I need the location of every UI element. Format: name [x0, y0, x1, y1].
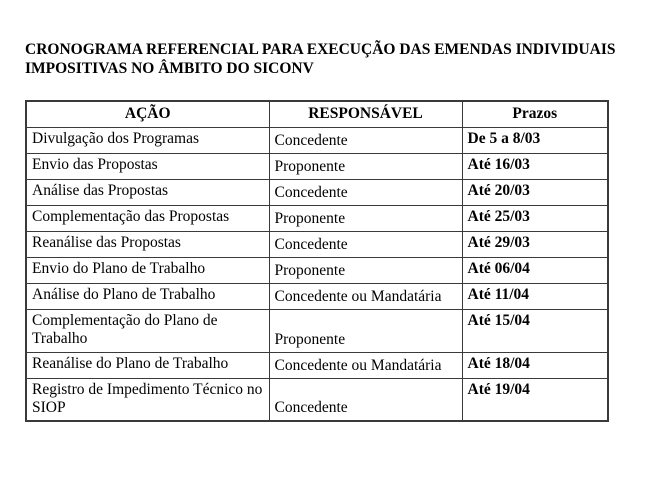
cell-responsavel: Concedente [269, 179, 462, 205]
table-row [26, 257, 608, 283]
table-row [26, 127, 608, 153]
cell-acao: Análise das Propostas [26, 179, 269, 205]
cell-responsavel: Proponente [269, 309, 462, 352]
cell-acao: Análise do Plano de Trabalho [26, 283, 269, 309]
table-row [26, 309, 608, 352]
table-row [26, 283, 608, 309]
table-row [26, 352, 608, 378]
cell-prazo: Até 18/04 [462, 352, 608, 378]
cell-responsavel: Proponente [269, 205, 462, 231]
table-row [26, 205, 608, 231]
cell-prazo: Até 29/03 [462, 231, 608, 257]
page-title: CRONOGRAMA REFERENCIAL PARA EXECUÇÃO DAS EMENDAS INDIVIDUAIS IMPOSITIVAS NO ÂMBITO DO SICONV [25, 41, 616, 77]
cell-acao: Reanálise do Plano de Trabalho [26, 352, 269, 378]
cell-responsavel: Concedente [269, 231, 462, 257]
cell-responsavel: Proponente [269, 257, 462, 283]
table-row [26, 179, 608, 205]
cronograma-table [25, 100, 609, 422]
table-row [26, 378, 608, 421]
table-header-row [26, 101, 608, 127]
column-header-responsavel: RESPONSÁVEL [269, 101, 462, 127]
column-header-prazos: Prazos [462, 101, 608, 127]
cell-responsavel: Concedente ou Mandatária [269, 352, 462, 378]
column-header-acao: AÇÃO [26, 101, 269, 127]
cell-prazo: Até 25/03 [462, 205, 608, 231]
cell-responsavel: Concedente [269, 127, 462, 153]
cell-acao: Envio do Plano de Trabalho [26, 257, 269, 283]
cell-acao: Complementação do Plano de Trabalho [26, 309, 269, 352]
cell-prazo: Até 15/04 [462, 309, 608, 352]
cell-acao: Registro de Impedimento Técnico no SIOP [26, 378, 269, 421]
cell-acao: Divulgação dos Programas [26, 127, 269, 153]
table-row [26, 153, 608, 179]
cell-acao: Reanálise das Propostas [26, 231, 269, 257]
cell-prazo: Até 19/04 [462, 378, 608, 421]
cell-prazo: Até 16/03 [462, 153, 608, 179]
table-body [26, 127, 608, 421]
cell-responsavel: Concedente ou Mandatária [269, 283, 462, 309]
cell-prazo: Até 20/03 [462, 179, 608, 205]
cell-prazo: De 5 a 8/03 [462, 127, 608, 153]
cell-responsavel: Concedente [269, 378, 462, 421]
table-row [26, 231, 608, 257]
table-header [26, 101, 608, 127]
cell-prazo: Até 06/04 [462, 257, 608, 283]
cell-responsavel: Proponente [269, 153, 462, 179]
cell-acao: Envio das Propostas [26, 153, 269, 179]
cell-acao: Complementação das Propostas [26, 205, 269, 231]
cell-prazo: Até 11/04 [462, 283, 608, 309]
